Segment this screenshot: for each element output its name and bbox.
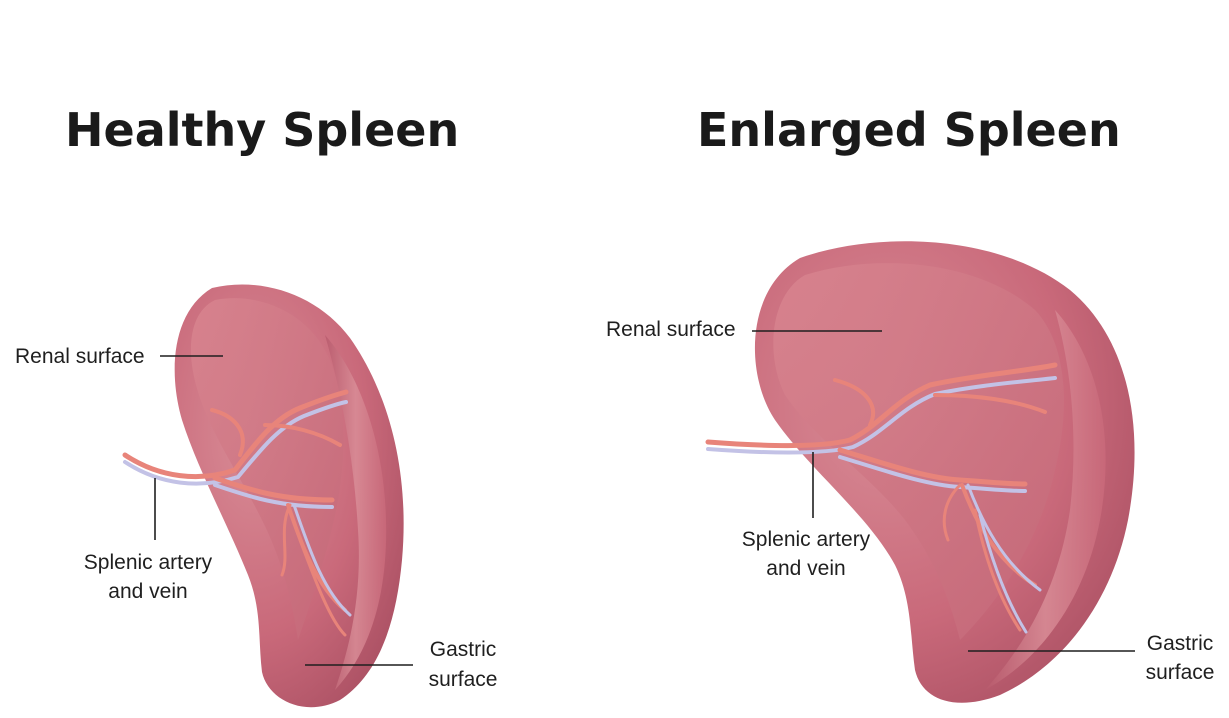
healthy-spleen-title: Healthy Spleen [65,103,460,157]
healthy-splenic-label-line2: and vein [108,580,188,603]
enlarged-spleen-group [606,103,1214,703]
enlarged-gastric-label-line2: surface [1145,661,1215,684]
healthy-gastric-label-line1: Gastric [429,638,497,661]
enlarged-spleen-title: Enlarged Spleen [697,103,1121,157]
enlarged-renal-label: Renal surface [606,318,736,341]
enlarged-splenic-label-line1: Splenic artery [741,528,871,551]
enlarged-splenic-label-line2: and vein [766,557,846,580]
enlarged-gastric-label-line1: Gastric [1146,632,1214,655]
healthy-splenic-label-line1: Splenic artery [83,551,213,574]
healthy-gastric-label-line2: surface [428,668,498,691]
healthy-spleen-group [15,103,497,707]
healthy-renal-label: Renal surface [15,345,145,368]
